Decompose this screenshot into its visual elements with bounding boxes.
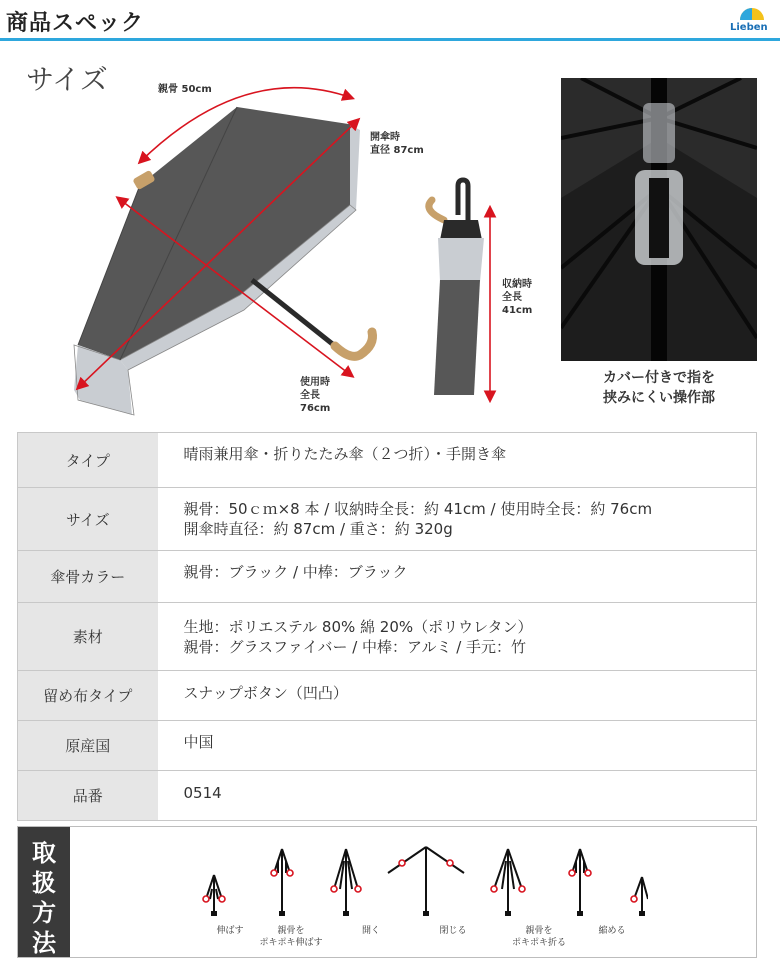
table-row <box>18 671 757 721</box>
photo-caption-line1: カバー付きで指を <box>603 370 715 386</box>
table-row <box>18 551 757 603</box>
handling-label <box>18 827 70 957</box>
row-label: 留め布タイプ <box>18 671 158 721</box>
photo-caption-line2: 挟みにくい操作部 <box>603 390 715 406</box>
row-value <box>158 671 757 721</box>
shorten-step-icon <box>634 877 648 913</box>
handling-label-char: 方 <box>32 899 56 927</box>
step-label-line1: 親骨を <box>277 926 305 936</box>
row-value-line1: 親骨：ブラック / 中棒：ブラック <box>183 562 408 581</box>
row-value-line2: 親骨：グラスファイバー / 中棒：アルミ / 手元：竹 <box>183 637 527 656</box>
open-step-icon <box>388 847 464 913</box>
row-value-line1: スナップボタン（凹凸） <box>183 683 348 702</box>
handling-label-char: 扱 <box>32 869 56 897</box>
open-diameter-label-line1: 開傘時 <box>370 132 400 143</box>
row-label: 原産国 <box>18 721 158 771</box>
page-title: 商品スペック <box>6 11 145 36</box>
row-value-line1: 晴雨兼用傘・折りたたみ傘（２つ折）・手開き傘 <box>183 445 507 463</box>
handling-instructions <box>17 826 757 958</box>
step-label-line1: 閉じる <box>439 926 467 936</box>
handle-cover-photo <box>561 78 757 361</box>
step-label-line1: 縮める <box>598 926 626 936</box>
handling-label-char: 取 <box>32 839 56 867</box>
header-underline <box>0 38 780 41</box>
step-label-open <box>346 925 396 937</box>
table-row <box>18 433 757 488</box>
folded-length-label <box>502 278 532 317</box>
table-row <box>18 721 757 771</box>
row-value <box>158 488 757 551</box>
row-value <box>158 551 757 603</box>
step-label-line1: 伸ばす <box>216 926 244 936</box>
rib-length-label: 親骨 50cm <box>158 84 212 95</box>
open-umbrella-illustration <box>74 107 373 415</box>
handling-steps-diagram <box>188 841 648 921</box>
size-heading: サイズ <box>26 63 108 96</box>
row-label: サイズ <box>18 488 158 551</box>
step-label-fold-ribs <box>494 925 584 949</box>
step-label-line1: 親骨を <box>525 926 553 936</box>
umbrella-diagram <box>0 70 560 430</box>
extend-ribs-step-icon <box>274 849 290 913</box>
use-length-label-line1: 使用時 <box>300 377 330 388</box>
handling-label-char: 法 <box>32 929 56 957</box>
use-length-label <box>300 376 330 415</box>
close-step-icon <box>494 849 522 913</box>
extend-step-icon <box>206 875 222 913</box>
folded-umbrella-illustration <box>429 180 484 395</box>
logo-text: Lieben <box>730 22 768 33</box>
row-label: タイプ <box>18 433 158 488</box>
spec-table <box>17 432 757 821</box>
umbrella-logo-icon <box>728 4 774 24</box>
open-diameter-label <box>370 131 424 157</box>
open-partial-step-icon <box>334 849 358 913</box>
table-row <box>18 771 757 821</box>
folded-length-label-line3: 41cm <box>502 305 533 316</box>
step-label-line2: ポキポキ伸ばす <box>259 938 323 948</box>
use-length-label-line3: 76cm <box>300 403 331 414</box>
step-label-extend-ribs <box>246 925 336 949</box>
row-label: 素材 <box>18 603 158 671</box>
folded-length-label-line1: 収納時 <box>502 279 532 290</box>
row-label: 傘骨カラー <box>18 551 158 603</box>
open-diameter-label-line2: 直径 87cm <box>370 145 424 156</box>
row-value-line2: 開傘時直径：約 87cm / 重さ：約 320g <box>183 520 453 538</box>
use-length-label-line2: 全長 <box>300 390 320 401</box>
row-value <box>158 771 757 821</box>
row-value <box>158 433 757 488</box>
row-value <box>158 603 757 671</box>
step-label-shorten <box>582 925 642 937</box>
handle-cover-photo-image <box>561 78 757 361</box>
fold-ribs-step-icon <box>572 849 588 913</box>
row-value-line1: 親骨：50ｃｍ×8 本 / 収納時全長：約 41cm / 使用時全長：約 76cm <box>183 500 653 518</box>
row-label: 品番 <box>18 771 158 821</box>
folded-length-label-line2: 全長 <box>502 292 522 303</box>
brand-logo <box>728 4 774 36</box>
page-header <box>0 0 780 44</box>
row-value-line1: 中国 <box>183 732 214 751</box>
row-value <box>158 721 757 771</box>
step-label-line2: ポキポキ折る <box>511 938 566 948</box>
photo-caption <box>561 368 757 408</box>
row-value-line1: 生地：ポリエステル 80% 綿 20%（ポリウレタン） <box>183 617 533 636</box>
step-label-close <box>423 925 483 937</box>
table-row <box>18 603 757 671</box>
step-label-line1: 開く <box>361 926 380 936</box>
row-value-line1: 0514 <box>183 783 222 802</box>
table-row <box>18 488 757 551</box>
